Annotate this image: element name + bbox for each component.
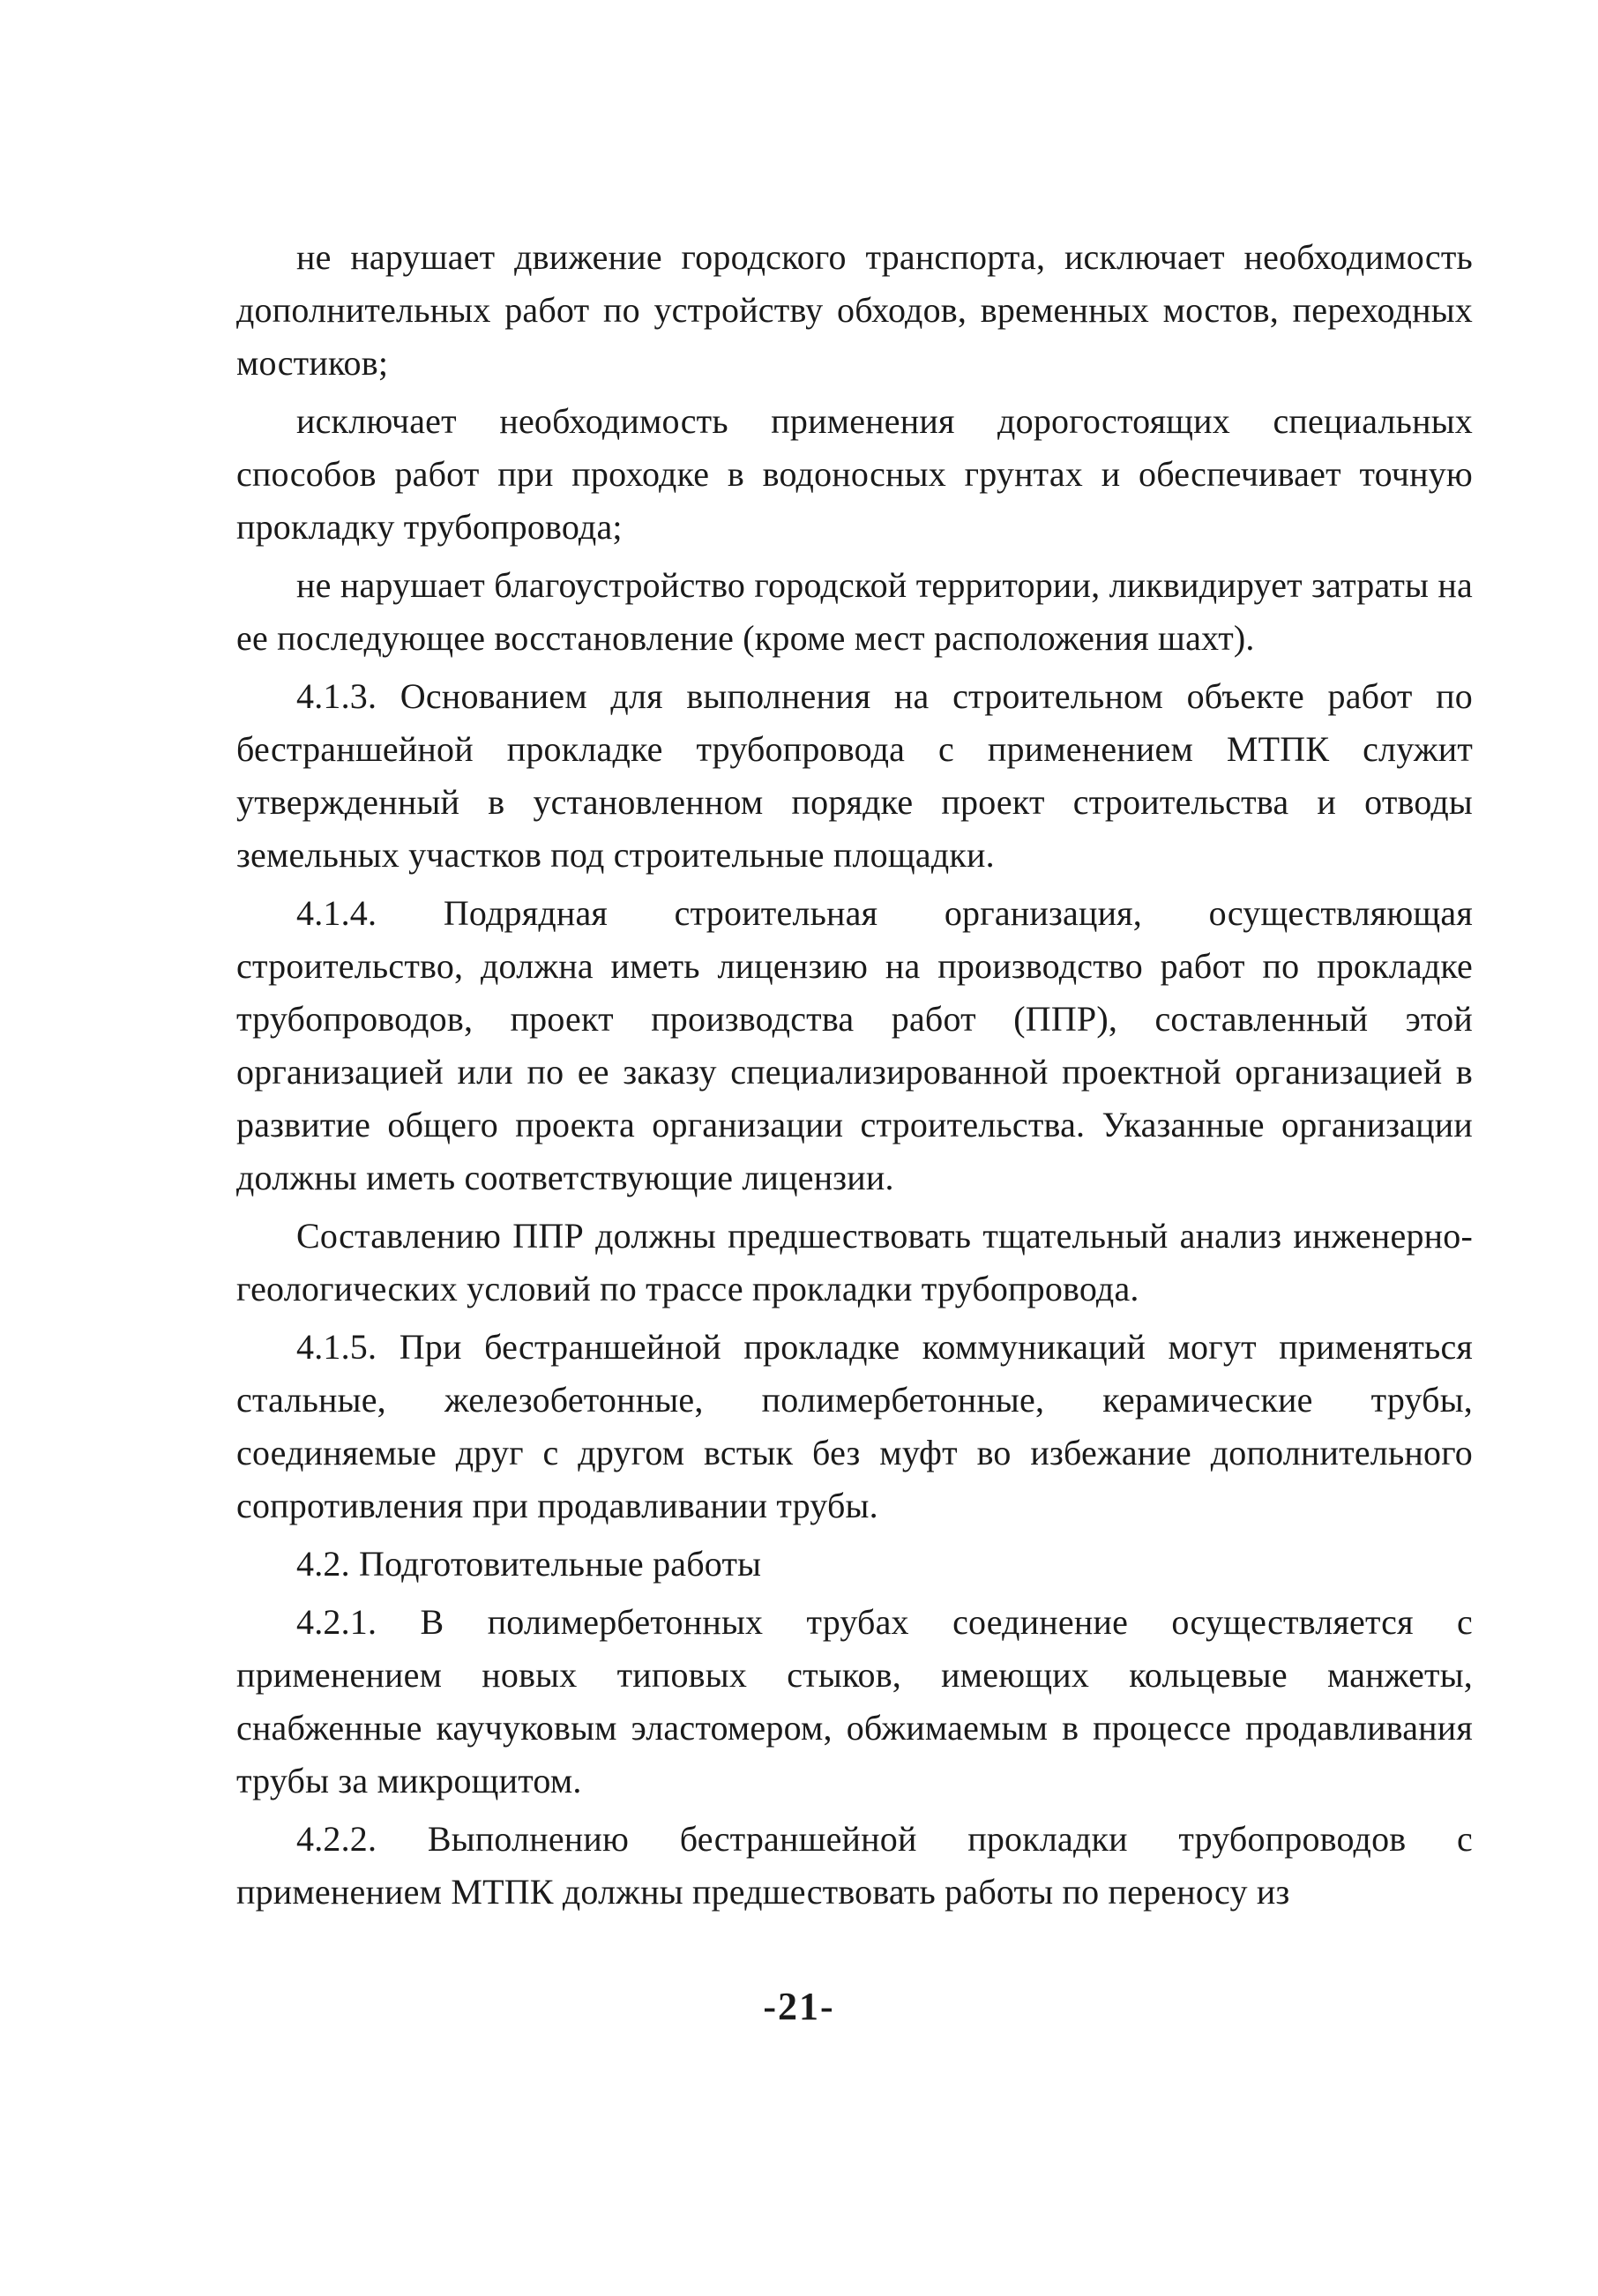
page-body bbox=[236, 231, 1473, 1924]
paragraph-landscaping: не нарушает благоустройство городской территории, ликвидирует затраты на ее последующее восстановление (кроме мест расположения шахт). bbox=[236, 565, 1473, 658]
paragraph-4-1-5: 4.1.5. При бестраншейной прокладке коммуникаций могут применяться стальные, железобетонные, полимербетонные, керамические трубы, соединяемые друг с другом встык без муфт во избежание дополнительного сопротивления при продавливании трубы. bbox=[236, 1327, 1473, 1525]
section-heading-4-2: 4.2. Подготовительные работы bbox=[296, 1544, 762, 1584]
paragraph-ppr-analysis: Составлению ППР должны предшествовать тщательный анализ инженерно-геологических условий по трассе прокладки трубопровода. bbox=[236, 1216, 1473, 1308]
paragraph-traffic: не нарушает движение городского транспорта, исключает необходимость дополнительных работ по устройству обходов, временных мостов, переходных мостиков; bbox=[236, 237, 1473, 383]
paragraph-4-2-2: 4.2.2. Выполнению бестраншейной прокладки трубопроводов с применением МТПК должны предшествовать работы по переносу из bbox=[236, 1819, 1473, 1912]
page-number: -21- bbox=[763, 1985, 835, 2028]
paragraph-4-2-1: 4.2.1. В полимербетонных трубах соединение осуществляется с применением новых типовых стыков, имеющих кольцевые манжеты, снабженные каучуковым эластомером, обжимаемым в процессе продавливания трубы за микрощитом. bbox=[236, 1602, 1473, 1800]
paragraph-special-methods: исключает необходимость применения дорогостоящих специальных способов работ при проходке в водоносных грунтах и обеспечивает точную прокладку трубопровода; bbox=[236, 401, 1473, 547]
paragraph-4-1-4: 4.1.4. Подрядная строительная организация, осуществляющая строительство, должна иметь лицензию на производство работ по прокладке трубопроводов, проект производства работ (ППР), составленный этой организацией или по ее заказу специализированной проектной организацией в развитие общего проекта организации строительства. Указанные организации должны иметь соответствующие лицензии. bbox=[236, 893, 1473, 1197]
paragraph-4-1-3: 4.1.3. Основанием для выполнения на строительном объекте работ по бестраншейной прокладке трубопровода с применением МТПК служит утвержденный в установленном порядке проект строительства и отводы земельных участков под строительные площадки. bbox=[236, 676, 1473, 875]
